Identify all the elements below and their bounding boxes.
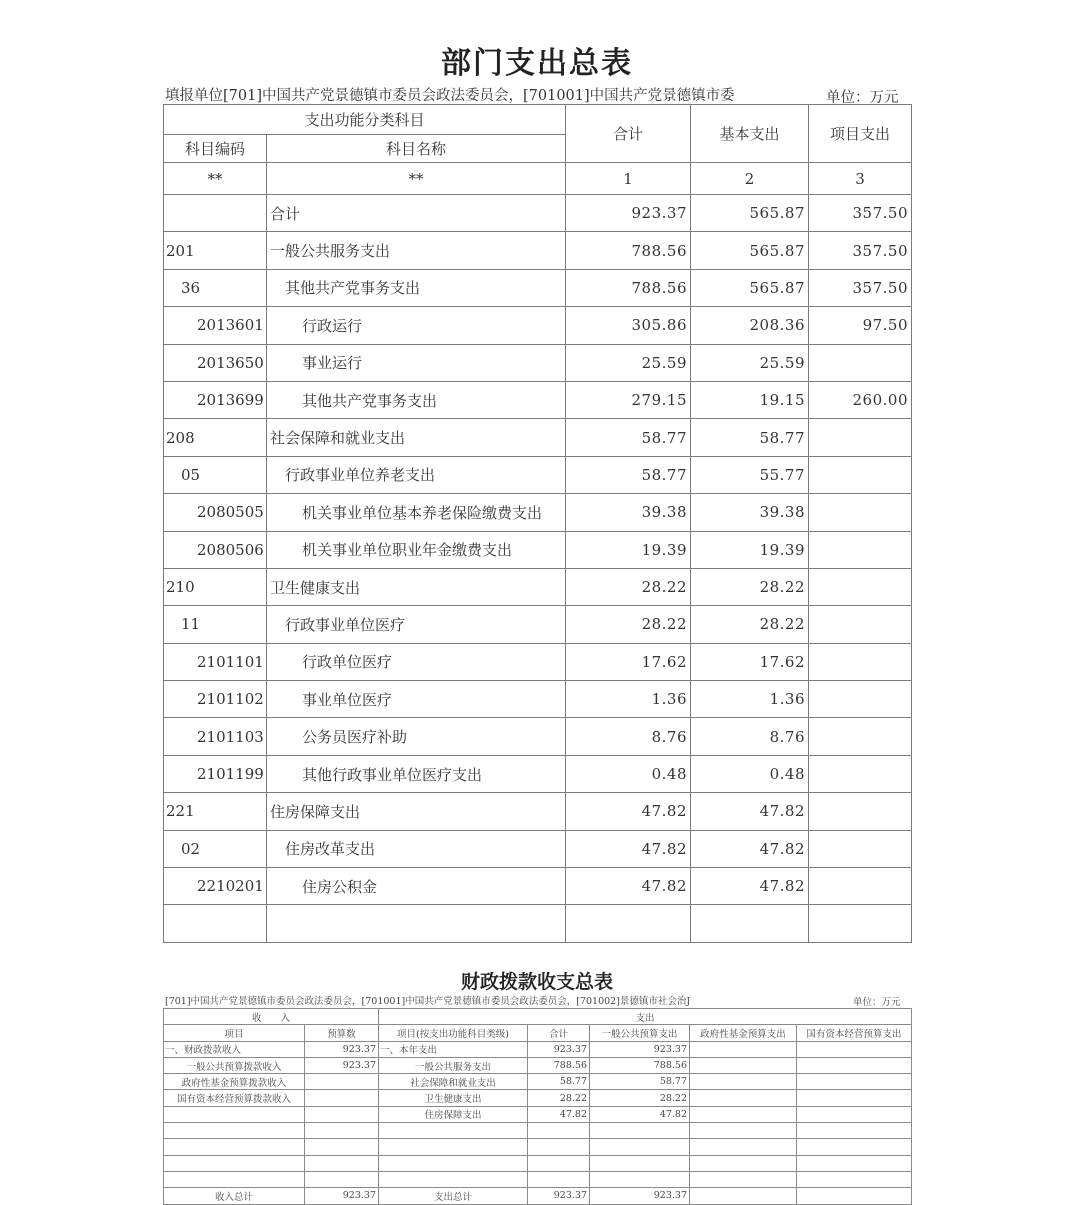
row-name: 其他共产党事务支出 (267, 269, 566, 306)
table-row (164, 1057, 912, 1073)
expense-item: 支出总计 (379, 1188, 528, 1204)
row-code: 201 (164, 232, 267, 269)
income-value (305, 1090, 379, 1106)
table-row (164, 1090, 912, 1106)
row-code: 05 (164, 456, 267, 493)
row-code (164, 195, 267, 232)
expense-item: 一般公共服务支出 (379, 1057, 528, 1073)
row-total: 47.82 (566, 830, 691, 867)
row-total: 788.56 (566, 269, 691, 306)
row-code: 2013699 (164, 381, 267, 418)
row-total: 58.77 (566, 419, 691, 456)
table-row (164, 718, 912, 755)
row-name: 其他行政事业单位医疗支出 (267, 755, 566, 792)
general-budget-value (590, 1139, 690, 1155)
row-total: 47.82 (566, 868, 691, 905)
table-row (164, 681, 912, 718)
general-budget-value: 923.37 (590, 1041, 690, 1057)
income-value (305, 1123, 379, 1139)
index-cell: 3 (809, 163, 912, 195)
row-total: 39.38 (566, 494, 691, 531)
row-total: 17.62 (566, 643, 691, 680)
row-project: 357.50 (809, 269, 912, 306)
row-basic (691, 905, 809, 942)
header-code: 科目编码 (164, 135, 267, 163)
income-item (164, 1106, 305, 1122)
income-value (305, 1139, 379, 1155)
expense-total (528, 1155, 590, 1171)
general-budget-value: 47.82 (590, 1106, 690, 1122)
row-project: 260.00 (809, 381, 912, 418)
table-row (164, 531, 912, 568)
row-project (809, 494, 912, 531)
table-row (164, 1123, 912, 1139)
row-total: 28.22 (566, 568, 691, 605)
row-code: 221 (164, 793, 267, 830)
row-name: 事业单位医疗 (267, 681, 566, 718)
row-code: 02 (164, 830, 267, 867)
row-project (809, 905, 912, 942)
row-project (809, 606, 912, 643)
income-item (164, 1155, 305, 1171)
row-code: 11 (164, 606, 267, 643)
fiscal-filler-line: [701]中国共产党景德镇市委员会政法委员会，[701001]中国共产党景德镇市委员会政法委员会，[701002]景德镇市社会治J (165, 996, 691, 1007)
row-name: 公务员医疗补助 (267, 718, 566, 755)
row-basic: 58.77 (691, 419, 809, 456)
row-basic: 565.87 (691, 269, 809, 306)
expense-total (528, 1139, 590, 1155)
fiscal-table-title: 财政拨款收支总表 (460, 971, 613, 993)
row-name: 行政运行 (267, 307, 566, 344)
row-project (809, 344, 912, 381)
fund-budget-value (690, 1074, 797, 1090)
page-title: 部门支出总表 (441, 46, 633, 81)
row-total: 47.82 (566, 793, 691, 830)
row-name: 住房保障支出 (267, 793, 566, 830)
header-fund-budget: 政府性基金预算支出 (690, 1025, 797, 1041)
fund-budget-value (690, 1155, 797, 1171)
row-code: 2080505 (164, 494, 267, 531)
row-basic: 39.38 (691, 494, 809, 531)
row-total: 788.56 (566, 232, 691, 269)
row-code (164, 905, 267, 942)
row-name: 合计 (267, 195, 566, 232)
row-basic: 208.36 (691, 307, 809, 344)
row-basic: 19.15 (691, 381, 809, 418)
expense-item: 一、本年支出 (379, 1041, 528, 1057)
row-project (809, 643, 912, 680)
expense-item (379, 1139, 528, 1155)
table-row (164, 456, 912, 493)
row-basic: 1.36 (691, 681, 809, 718)
state-capital-value (797, 1188, 912, 1204)
table-row (164, 643, 912, 680)
row-total: 923.37 (566, 195, 691, 232)
row-name: 一般公共服务支出 (267, 232, 566, 269)
header-expense-item: 项目(按支出功能科目类级) (379, 1025, 528, 1041)
row-project (809, 681, 912, 718)
row-project: 357.50 (809, 195, 912, 232)
fund-budget-value (690, 1090, 797, 1106)
income-value (305, 1074, 379, 1090)
table-row (164, 494, 912, 531)
income-value: 923.37 (305, 1041, 379, 1057)
row-basic: 28.22 (691, 606, 809, 643)
state-capital-value (797, 1139, 912, 1155)
row-name: 卫生健康支出 (267, 568, 566, 605)
row-project (809, 718, 912, 755)
table-row (164, 606, 912, 643)
row-total: 28.22 (566, 606, 691, 643)
income-item: 国有资本经营预算拨款收入 (164, 1090, 305, 1106)
income-item (164, 1139, 305, 1155)
row-code: 2101102 (164, 681, 267, 718)
row-total: 8.76 (566, 718, 691, 755)
state-capital-value (797, 1074, 912, 1090)
table-row (164, 830, 912, 867)
row-total: 25.59 (566, 344, 691, 381)
expense-item (379, 1171, 528, 1187)
row-code: 36 (164, 269, 267, 306)
expense-item (379, 1123, 528, 1139)
table-row (164, 755, 912, 792)
index-cell: ** (267, 163, 566, 195)
income-value: 923.37 (305, 1188, 379, 1204)
header-name: 科目名称 (267, 135, 566, 163)
income-item: 收入总计 (164, 1188, 305, 1204)
row-code: 2013601 (164, 307, 267, 344)
header-income-item: 项目 (164, 1025, 305, 1041)
row-basic: 19.39 (691, 531, 809, 568)
table-row (164, 195, 912, 232)
header-budget: 预算数 (305, 1025, 379, 1041)
general-budget-value (590, 1155, 690, 1171)
row-project (809, 456, 912, 493)
state-capital-value (797, 1041, 912, 1057)
state-capital-value (797, 1171, 912, 1187)
row-project: 97.50 (809, 307, 912, 344)
fund-budget-value (690, 1106, 797, 1122)
row-basic: 47.82 (691, 793, 809, 830)
header-function-category: 支出功能分类科目 (164, 105, 566, 135)
table-row (164, 905, 912, 942)
expense-item: 卫生健康支出 (379, 1090, 528, 1106)
income-value (305, 1155, 379, 1171)
income-value (305, 1171, 379, 1187)
header-total: 合计 (566, 105, 691, 163)
general-budget-value: 28.22 (590, 1090, 690, 1106)
header-general-budget: 一般公共预算支出 (590, 1025, 690, 1041)
header-expense: 支出 (379, 1009, 912, 1025)
fiscal-appropriation-table (163, 1008, 912, 1205)
row-project (809, 419, 912, 456)
index-cell: 2 (691, 163, 809, 195)
expense-item (379, 1155, 528, 1171)
expense-total: 47.82 (528, 1106, 590, 1122)
row-total: 19.39 (566, 531, 691, 568)
row-name: 行政事业单位医疗 (267, 606, 566, 643)
table-row (164, 1188, 912, 1204)
row-code: 208 (164, 419, 267, 456)
table-row (164, 1074, 912, 1090)
table-row (164, 307, 912, 344)
expense-total: 58.77 (528, 1074, 590, 1090)
expense-total: 788.56 (528, 1057, 590, 1073)
row-basic: 47.82 (691, 830, 809, 867)
fund-budget-value (690, 1057, 797, 1073)
income-item: 政府性基金预算拨款收入 (164, 1074, 305, 1090)
expense-total: 923.37 (528, 1188, 590, 1204)
row-basic: 47.82 (691, 868, 809, 905)
income-item (164, 1123, 305, 1139)
row-total (566, 905, 691, 942)
table-row (164, 868, 912, 905)
income-item: 一般公共预算拨款收入 (164, 1057, 305, 1073)
row-name: 其他共产党事务支出 (267, 381, 566, 418)
table-row (164, 568, 912, 605)
general-budget-value (590, 1123, 690, 1139)
row-code: 2101199 (164, 755, 267, 792)
table-row (164, 1041, 912, 1057)
row-basic: 25.59 (691, 344, 809, 381)
row-project (809, 793, 912, 830)
row-total: 279.15 (566, 381, 691, 418)
row-name: 机关事业单位职业年金缴费支出 (267, 531, 566, 568)
row-total: 305.86 (566, 307, 691, 344)
income-value (305, 1106, 379, 1122)
income-item (164, 1171, 305, 1187)
income-value: 923.37 (305, 1057, 379, 1073)
state-capital-value (797, 1106, 912, 1122)
row-total: 1.36 (566, 681, 691, 718)
header-income: 收 入 (164, 1009, 379, 1025)
expense-item: 社会保障和就业支出 (379, 1074, 528, 1090)
row-name: 行政单位医疗 (267, 643, 566, 680)
header-state-capital: 国有资本经营预算支出 (797, 1025, 912, 1041)
expense-total: 923.37 (528, 1041, 590, 1057)
row-project (809, 531, 912, 568)
row-code: 2080506 (164, 531, 267, 568)
fund-budget-value (690, 1188, 797, 1204)
general-budget-value: 58.77 (590, 1074, 690, 1090)
state-capital-value (797, 1090, 912, 1106)
table-row (164, 1171, 912, 1187)
state-capital-value (797, 1155, 912, 1171)
expense-total: 28.22 (528, 1090, 590, 1106)
table-row (164, 232, 912, 269)
expense-item: 住房保障支出 (379, 1106, 528, 1122)
index-cell: 1 (566, 163, 691, 195)
row-code: 210 (164, 568, 267, 605)
fund-budget-value (690, 1139, 797, 1155)
state-capital-value (797, 1057, 912, 1073)
row-name: 机关事业单位基本养老保险缴费支出 (267, 494, 566, 531)
header-basic: 基本支出 (691, 105, 809, 163)
table-row (164, 1139, 912, 1155)
department-expense-table (163, 104, 912, 943)
row-project (809, 568, 912, 605)
header-project: 项目支出 (809, 105, 912, 163)
header-expense-total: 合计 (528, 1025, 590, 1041)
row-project (809, 830, 912, 867)
row-project (809, 755, 912, 792)
row-basic: 17.62 (691, 643, 809, 680)
table-row (164, 793, 912, 830)
row-project: 357.50 (809, 232, 912, 269)
fund-budget-value (690, 1041, 797, 1057)
unit-label: 单位：万元 (826, 90, 899, 106)
row-code: 2101103 (164, 718, 267, 755)
table-row (164, 381, 912, 418)
row-name: 事业运行 (267, 344, 566, 381)
row-code: 2210201 (164, 868, 267, 905)
general-budget-value (590, 1171, 690, 1187)
fund-budget-value (690, 1171, 797, 1187)
fiscal-unit-label: 单位：万元 (853, 997, 901, 1008)
table-row (164, 344, 912, 381)
state-capital-value (797, 1123, 912, 1139)
row-name: 社会保障和就业支出 (267, 419, 566, 456)
row-basic: 8.76 (691, 718, 809, 755)
row-code: 2013650 (164, 344, 267, 381)
row-basic: 28.22 (691, 568, 809, 605)
general-budget-value: 923.37 (590, 1188, 690, 1204)
table-row (164, 1155, 912, 1171)
table-row (164, 419, 912, 456)
row-name: 住房改革支出 (267, 830, 566, 867)
row-name: 住房公积金 (267, 868, 566, 905)
row-name: 行政事业单位养老支出 (267, 456, 566, 493)
table-row (164, 1106, 912, 1122)
index-cell: ** (164, 163, 267, 195)
table-row (164, 269, 912, 306)
expense-total (528, 1171, 590, 1187)
row-project (809, 868, 912, 905)
row-basic: 565.87 (691, 232, 809, 269)
row-code: 2101101 (164, 643, 267, 680)
filler-unit-line: 填报单位[701]中国共产党景德镇市委员会政法委员会，[701001]中国共产党景德镇市委 (165, 88, 735, 104)
general-budget-value: 788.56 (590, 1057, 690, 1073)
row-basic: 0.48 (691, 755, 809, 792)
row-basic: 565.87 (691, 195, 809, 232)
income-item: 一、财政拨款收入 (164, 1041, 305, 1057)
row-total: 58.77 (566, 456, 691, 493)
row-name (267, 905, 566, 942)
row-basic: 55.77 (691, 456, 809, 493)
row-total: 0.48 (566, 755, 691, 792)
expense-total (528, 1123, 590, 1139)
fund-budget-value (690, 1123, 797, 1139)
